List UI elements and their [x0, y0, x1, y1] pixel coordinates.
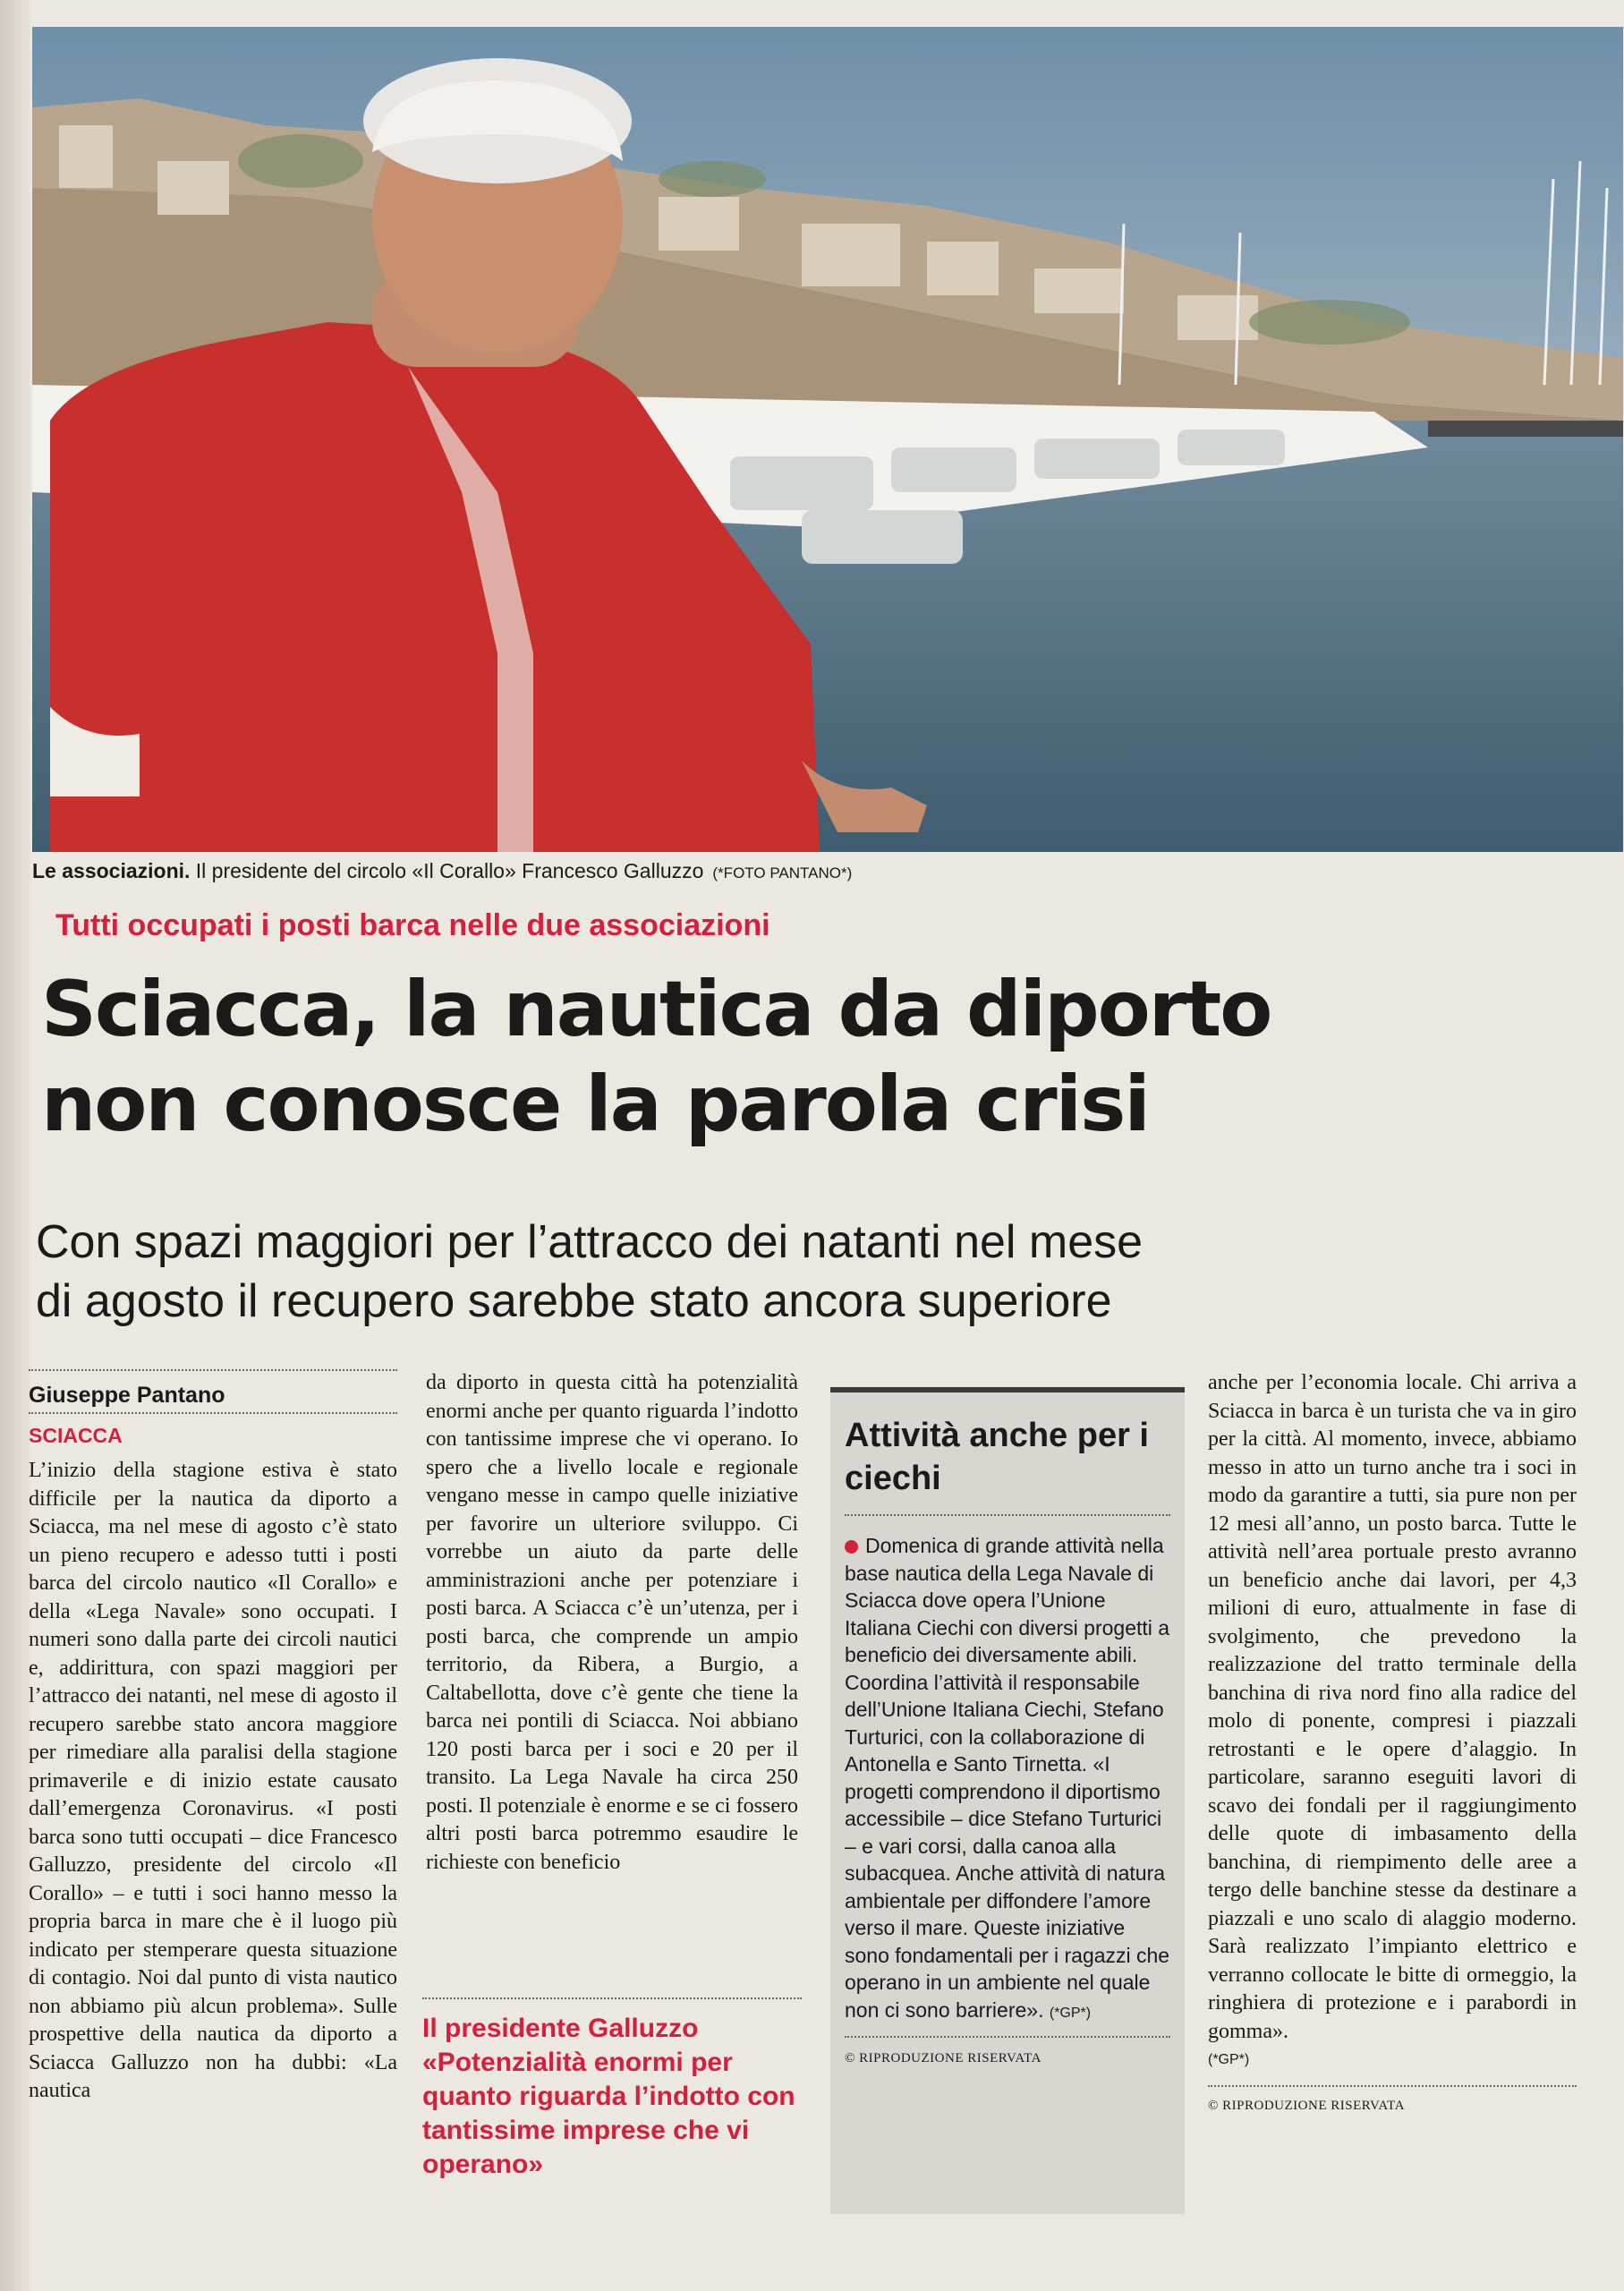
- caption-lead: Le associazioni.: [32, 859, 191, 882]
- column-1-text: L’inizio della stagione estiva è stato difficile per la nautica da diporto a Sciacca, ma nel mese di agosto c’è stato un pieno recupero e adesso tutti i posti barca del circolo nautico «Il Corallo» e della «Lega Navale» sono occupati. I numeri sono dalla parte dei circoli nautici e, addirittura, con spazi maggiori per l’attracco dei natanti, nel mese di agosto il recupero sarebbe stato ancora maggiore per rimediare alla paralisi della stagione primaverile e di inizio estate causato dall’emergenza Coronavirus. «I posti barca sono tutti occupati – dice Francesco Galluzzo, presidente del circolo «Il Corallo» – e tutti i soci hanno messo la propria barca in mare che è il luogo più indicato per stemperare questa situazione di contagio. Noi dal punto di vista nautico non abbiamo più alcun problema». Sulle prospettive della nautica da diporto a Sciacca Galluzzo non ha dubbi: «La nautica: [29, 1459, 397, 2102]
- caption-credit: (*FOTO PANTANO*): [712, 864, 853, 881]
- column-4-rights: © RIPRODUZIONE RISERVATA: [1208, 2085, 1577, 2121]
- article-column-2: [426, 1369, 798, 1877]
- article-byline: Giuseppe Pantano: [29, 1383, 225, 1408]
- column-divider: [29, 1369, 397, 1371]
- article-column-4: [1208, 1369, 1577, 2120]
- subtitle-line-2: di agosto il recupero sarebbe stato ancora superiore: [36, 1275, 1112, 1327]
- article-kicker: Tutti occupati i posti barca nelle due associazioni: [55, 908, 770, 942]
- article-dateline: SCIACCA: [29, 1412, 397, 1452]
- subtitle-line-1: Con spazi maggiori per l’attracco dei natanti nel mese: [36, 1216, 1144, 1268]
- article-photo: [32, 27, 1623, 852]
- sidebar-rights: © RIPRODUZIONE RISERVATA: [845, 2036, 1170, 2073]
- sidebar-box: [830, 1387, 1185, 2214]
- column-2-text: da diporto in questa città ha potenzialità enormi anche per quanto riguarda l’indotto con tantissime imprese che vi operano. Io spero che a livello locale e regionale vengano messe in campo quelle iniziative per favorire un ulteriore sviluppo. Ci vorrebbe un aiuto da parte delle amministrazioni anche per potenziare i posti barca. A Sciacca c’è un’utenza, per i posti barca, che comprende un ampio territorio, da Ribera, a Burgio, a Caltabellotta, dove c’è gente che tiene la barca nei pontili di Sciacca. Noi abbiano 120 posti barca per i soci e 20 per il transito. La Lega Navale ha circa 250 posti. Il potenziale è enorme e se ci fossero altri posti barca potremmo esaudire le richieste con beneficio: [426, 1371, 798, 1874]
- sidebar-body: [845, 1532, 1170, 2073]
- article-column-1: [29, 1369, 397, 2106]
- column-4-text: anche per l’economia locale. Chi arriva a Sciacca in barca è un turista che va in giro per la città. Al momento, invece, abbiamo messo in atto un turno anche tra i soci in modo da garantire a tutti, sia pure non per 12 mesi all’anno, un posto barca. Tutte le attività nell’area portuale presto avranno un beneficio anche dai lavori, per 4,3 milioni di euro, attualmente in fase di svolgimento, che prevedono la realizzazione del tratto terminale della banchina di riva nord fino alla radice del molo di ponente, compresi i piazzali retrostanti e le opere d’alaggio. In particolare, saranno eseguiti lavori di scavo dei fondali per il raggiungimento delle quote di imbasamento della banchina, di riempimento delle aree a tergo delle banchine stesse da destinare a piazzali e uno scalo di alaggio moderno. Sarà realizzato l’impianto elettrico e verranno collocate le bitte di ormeggio, la ringhiera di protezione e i parabordi in gomma».: [1208, 1371, 1577, 2043]
- article-headline: [41, 962, 1616, 1152]
- bullet-dot-icon: [845, 1540, 858, 1554]
- headline-line-1: Sciacca, la nautica da diporto: [41, 965, 1271, 1054]
- column-4-signoff: (*GP*): [1208, 2052, 1250, 2067]
- page-gutter: [0, 0, 30, 2291]
- sidebar-signoff: (*GP*): [1049, 2005, 1092, 2021]
- pull-quote: Il presidente Galluzzo «Potenzialità enormi per quanto riguarda l’indotto con tantissime imprese che vi operano»: [422, 1997, 802, 2182]
- headline-line-2: non conosce la parola crisi: [41, 1060, 1149, 1149]
- sidebar-title: Attività anche per i ciechi: [845, 1414, 1170, 1516]
- photo-caption: [32, 850, 1607, 891]
- photo-portrait-harbor-icon: [32, 27, 1623, 852]
- article-subtitle: [36, 1213, 1611, 1331]
- caption-text: Il presidente del circolo «Il Corallo» Francesco Galluzzo: [190, 859, 704, 882]
- sidebar-text: Domenica di grande attività nella base nautica della Lega Navale di Sciacca dove opera l’Unione Italiana Ciechi con diversi progetti a beneficio dei diversamente abili. Coordina l’attività il responsabile dell’Unione Italiana Ciechi, Stefano Turturici, con la collaborazione di Antonella e Santo Tirnetta. «I progetti comprendono il diportismo accessibile – dice Stefano Turturici – e vari corsi, dalla canoa alla subacquea. Anche attività di natura ambientale per diffondere l’amore verso il mare. Queste iniziative sono fondamentali per i ragazzi che operano in un ambiente nel quale non ci sono barriere».: [845, 1534, 1170, 2022]
